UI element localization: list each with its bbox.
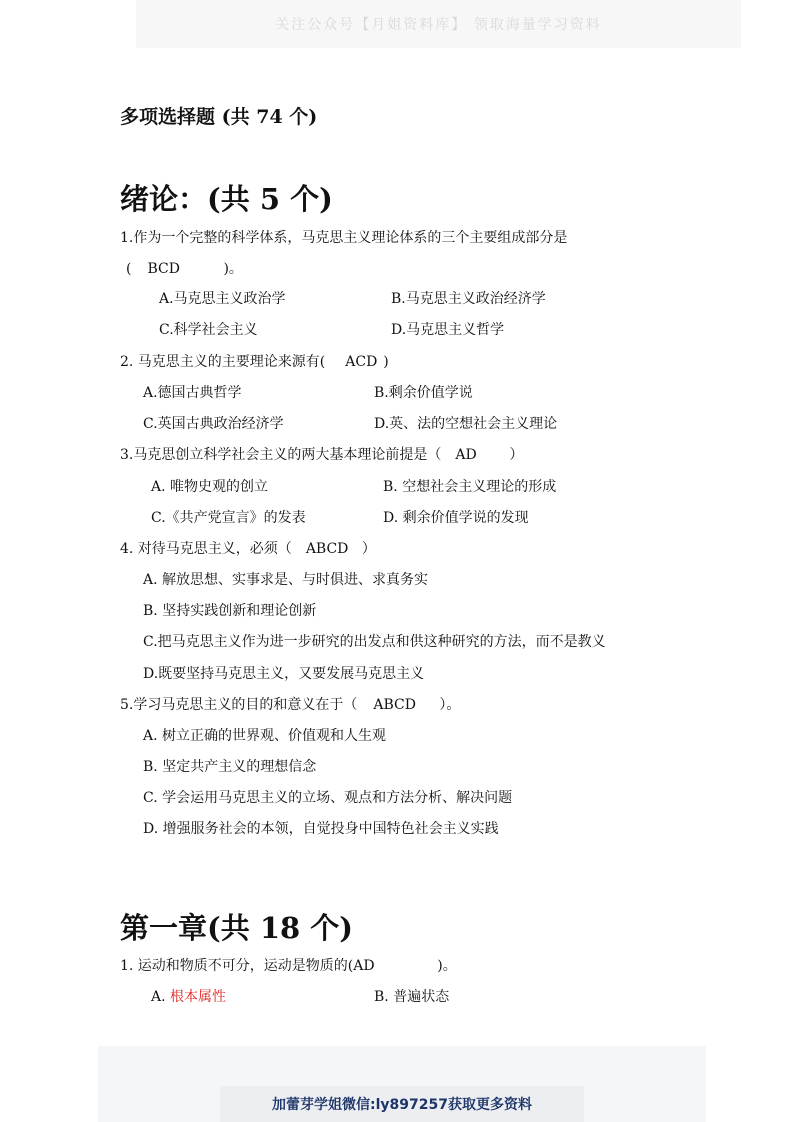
intro-q2-stem-line — [120, 352, 389, 372]
paren-close: ） — [361, 541, 376, 557]
answer: ABCD — [373, 697, 416, 713]
answer: AD — [353, 958, 375, 974]
intro-q3-option-d: D. 剩余价值学说的发现 — [383, 510, 529, 526]
option-prefix: A. — [151, 989, 171, 1005]
intro-q3-stem-line — [120, 445, 523, 465]
intro-q3-option-a: A. 唯物史观的创立 — [151, 479, 269, 495]
intro-q4-option-b: B. 坚持实践创新和理论创新 — [143, 603, 317, 619]
watermark-band — [220, 1086, 584, 1122]
intro-q1-option-b: B.马克思主义政治经济学 — [391, 291, 546, 307]
chapter1-q1-option-b: B. 普遍状态 — [374, 989, 450, 1005]
paren-open: ( — [126, 261, 132, 277]
intro-q1-option-d: D.马克思主义哲学 — [391, 322, 505, 338]
paren-close: ） — [509, 447, 524, 463]
intro-q5-option-c: C. 学会运用马克思主义的立场、观点和方法分析、解决问题 — [143, 790, 513, 806]
paren-close: )。 — [437, 958, 457, 974]
watermark-bottom — [98, 1046, 706, 1122]
stem: 3.马克思创立科学社会主义的两大基本理论前提是（ — [120, 447, 442, 463]
stem: 2. 马克思主义的主要理论来源有( — [120, 354, 326, 370]
intro-q1-option-a: A.马克思主义政治学 — [159, 291, 286, 307]
intro-q1-option-c: C.科学社会主义 — [159, 322, 258, 338]
intro-q2-option-b: B.剩余价值学说 — [374, 385, 473, 401]
intro-q4-option-a: A. 解放思想、实事求是、与时俱进、求真务实 — [143, 572, 429, 588]
page-title: 多项选择题 (共 74 个) — [120, 106, 318, 128]
intro-q5-option-a: A. 树立正确的世界观、价值观和人生观 — [143, 728, 387, 744]
watermark-bottom-text: 加蕾芽学姐微信:ly897257获取更多资料 — [272, 1097, 532, 1113]
answer: ACD — [345, 354, 378, 370]
watermark-top: 关注公众号【月姐资料库】 领取海量学习资料 — [136, 0, 741, 48]
answer: ABCD — [305, 541, 349, 557]
stem: 5.学习马克思主义的目的和意义在于（ — [120, 697, 358, 713]
intro-q2-option-a: A.德国古典哲学 — [143, 385, 242, 401]
answer: BCD — [147, 261, 180, 277]
intro-q2-option-c: C.英国古典政治经济学 — [143, 416, 284, 432]
chapter1-q1-option-a — [151, 987, 226, 1007]
intro-q1-stem: 1.作为一个完整的科学体系，马克思主义理论体系的三个主要组成部分是 — [120, 230, 568, 246]
intro-q4-stem-line — [120, 539, 376, 559]
chapter1-q1-stem-line — [120, 956, 457, 976]
stem: 4. 对待马克思主义，必须（ — [120, 541, 292, 557]
intro-q4-option-d: D.既要坚持马克思主义，又要发展马克思主义 — [143, 666, 425, 682]
intro-q4-option-c: C.把马克思主义作为进一步研究的出发点和供这种研究的方法，而不是教义 — [143, 634, 606, 650]
intro-q3-option-b: B. 空想社会主义理论的形成 — [383, 479, 557, 495]
answer: AD — [455, 447, 477, 463]
intro-q3-option-c: C.《共产党宣言》的发表 — [151, 510, 306, 526]
highlighted-option-text: 根本属性 — [170, 989, 227, 1005]
intro-q5-stem-line — [120, 695, 460, 715]
intro-q5-option-d: D. 增强服务社会的本领，自觉投身中国特色社会主义实践 — [143, 821, 499, 837]
paren-close: )。 — [223, 261, 243, 277]
stem: 1. 运动和物质不可分，运动是物质的( — [120, 958, 354, 974]
chapter1-heading: 第一章(共 18 个) — [120, 911, 353, 945]
paren-close: ）。 — [439, 697, 461, 713]
intro-q1-answer-line — [126, 259, 243, 279]
intro-q5-option-b: B. 坚定共产主义的理想信念 — [143, 759, 317, 775]
intro-q2-option-d: D.英、法的空想社会主义理论 — [374, 416, 558, 432]
paren-close: ) — [383, 354, 389, 370]
intro-heading: 绪论：(共 5 个) — [120, 182, 333, 216]
